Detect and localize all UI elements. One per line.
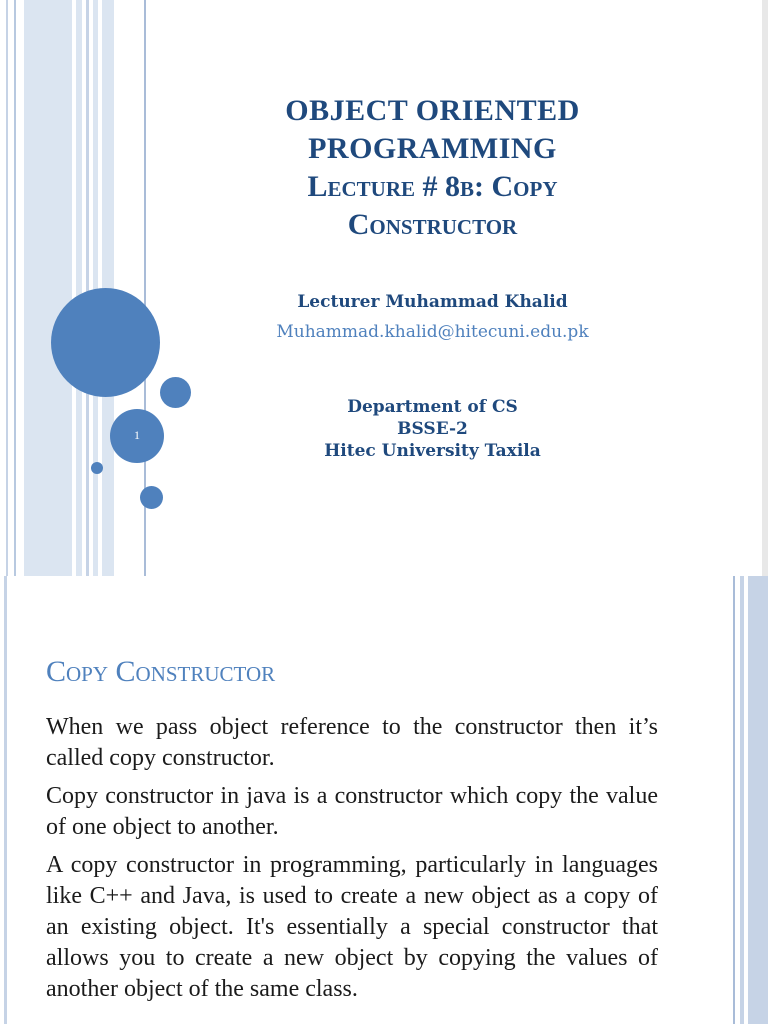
decorative-stripe <box>4 576 7 1024</box>
decorative-stripe <box>6 0 8 576</box>
department-info <box>200 396 665 462</box>
paragraph: When we pass object reference to the constructor then it’s called copy constructor. <box>46 714 658 771</box>
decorative-stripe <box>76 0 82 576</box>
decorative-circle-small <box>140 486 163 509</box>
slide-border <box>762 0 768 576</box>
decorative-stripe <box>14 0 16 576</box>
decorative-stripe <box>24 0 72 576</box>
paragraph: A copy constructor in programming, particularly in languages like C++ and Java, is used to create a new object as a copy of an existing object. It's essentially a special constructor that allows you to create a new object by copying the values of another object of the same class. <box>46 852 658 1002</box>
title-line: OBJECT ORIENTED <box>285 94 580 127</box>
program: BSSE-2 <box>397 419 468 439</box>
slide-body <box>46 712 658 1012</box>
lecturer-name: Lecturer Muhammad Khalid <box>297 292 568 312</box>
slide-subtitle <box>200 168 665 244</box>
decorative-circle-small <box>160 377 191 408</box>
decorative-stripe <box>86 0 89 576</box>
lecturer-email: Muhammad.khalid@hitecuni.edu.pk <box>276 322 589 342</box>
university: Hitec University Taxila <box>324 441 541 461</box>
title-line: PROGRAMMING <box>308 132 557 165</box>
decorative-stripe <box>748 576 768 1024</box>
decorative-stripe <box>740 576 744 1024</box>
department: Department of CS <box>347 397 518 417</box>
paragraph: Copy constructor in java is a constructor which copy the value of one object to another. <box>46 783 658 840</box>
subtitle-line: Constructor <box>347 208 518 241</box>
page-number: 1 <box>134 428 140 442</box>
slide-title: Copy Constructor <box>46 655 276 688</box>
decorative-circle-tiny <box>91 462 103 474</box>
slide-title <box>200 92 665 168</box>
decorative-circle-large <box>51 288 160 397</box>
subtitle-line: Lecture # 8b: Copy <box>307 170 558 203</box>
decorative-stripe <box>733 576 735 1024</box>
